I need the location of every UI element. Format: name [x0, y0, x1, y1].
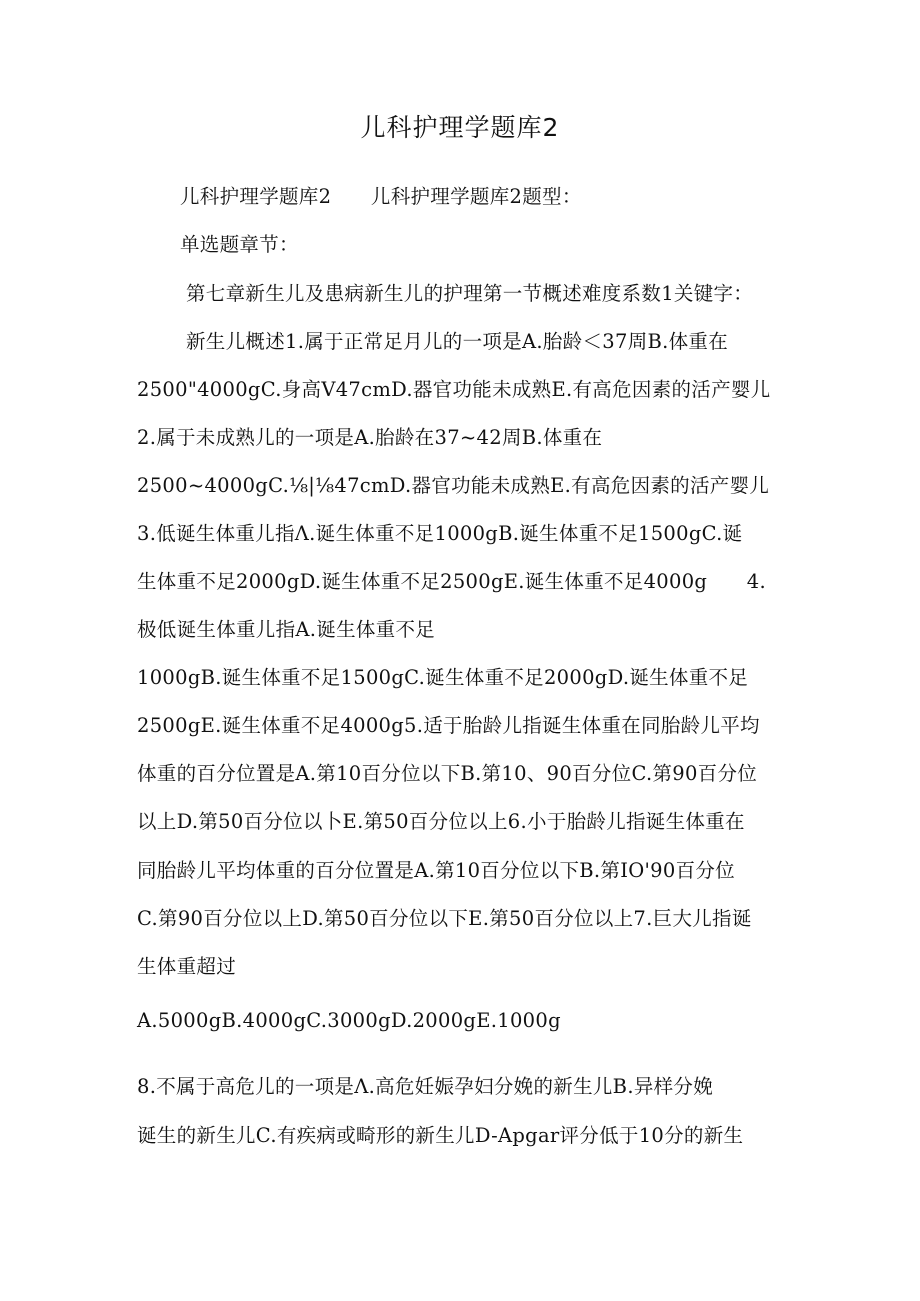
text-line-15: 同胎龄儿平均体重的百分位置是A.第10百分位以下B.第IO'90百分位 [137, 859, 735, 882]
text-line-16: C.第90百分位以上D.第50百分位以下E.第50百分位以上7.巨大儿指诞 [137, 907, 752, 930]
text-line-9: 生体重不足2000gD.诞生体重不足2500gE.诞生体重不足4000g 4. [137, 570, 767, 593]
text-line-4: 新生儿概述1.属于正常足月儿的一项是A.胎龄＜37周B.体重在 [186, 330, 729, 353]
text-line-5: 2500"4000gC.身高V47cmD.器官功能未成熟E.有高危因素的活产婴儿 [137, 378, 771, 401]
text-line-17: 生体重超过 [137, 955, 237, 978]
text-line-11: 1000gB.诞生体重不足1500gC.诞生体重不足2000gD.诞生体重不足 [137, 666, 749, 689]
text-line-7: 2500~4000gC.⅛|⅛47cmD.器官功能未成熟E.有高危因素的活产婴儿 [137, 474, 770, 497]
text-line-14: 以上D.第50百分位以卜E.第50百分位以上6.小于胎龄儿指诞生体重在 [137, 810, 745, 833]
text-line-18: A.5000gB.4000gC.3000gD.2000gE.1000g [137, 1009, 561, 1032]
text-line-10: 极低诞生体重儿指A.诞生体重不足 [137, 618, 436, 641]
text-line-1: 儿科护理学题库2 儿科护理学题库2题型： [180, 185, 582, 208]
text-line-8: 3.低诞生体重儿指Λ.诞生体重不足1000gB.诞生体重不足1500gC.诞 [137, 522, 743, 545]
text-line-2: 单选题章节： [180, 233, 299, 256]
text-line-12: 2500gE.诞生体重不足4000g5.适于胎龄儿指诞生体重在同胎龄儿平均 [137, 714, 760, 737]
text-line-6: 2.属于未成熟儿的一项是A.胎龄在37~42周B.体重在 [137, 426, 603, 449]
text-line-20: 诞生的新生儿C.有疾病或畸形的新生儿D-Apgar评分低于10分的新生 [137, 1124, 744, 1147]
document-title: 儿科护理学题库2 [360, 113, 560, 142]
text-line-13: 体重的百分位置是A.第10百分位以下B.第10、90百分位C.第90百分位 [137, 762, 758, 785]
text-line-3: 第七章新生儿及患病新生儿的护理第一节概述难度系数1关键字： [186, 282, 754, 305]
text-line-19: 8.不属于高危儿的一项是Λ.高危妊娠孕妇分娩的新生儿B.异样分娩 [137, 1075, 714, 1098]
